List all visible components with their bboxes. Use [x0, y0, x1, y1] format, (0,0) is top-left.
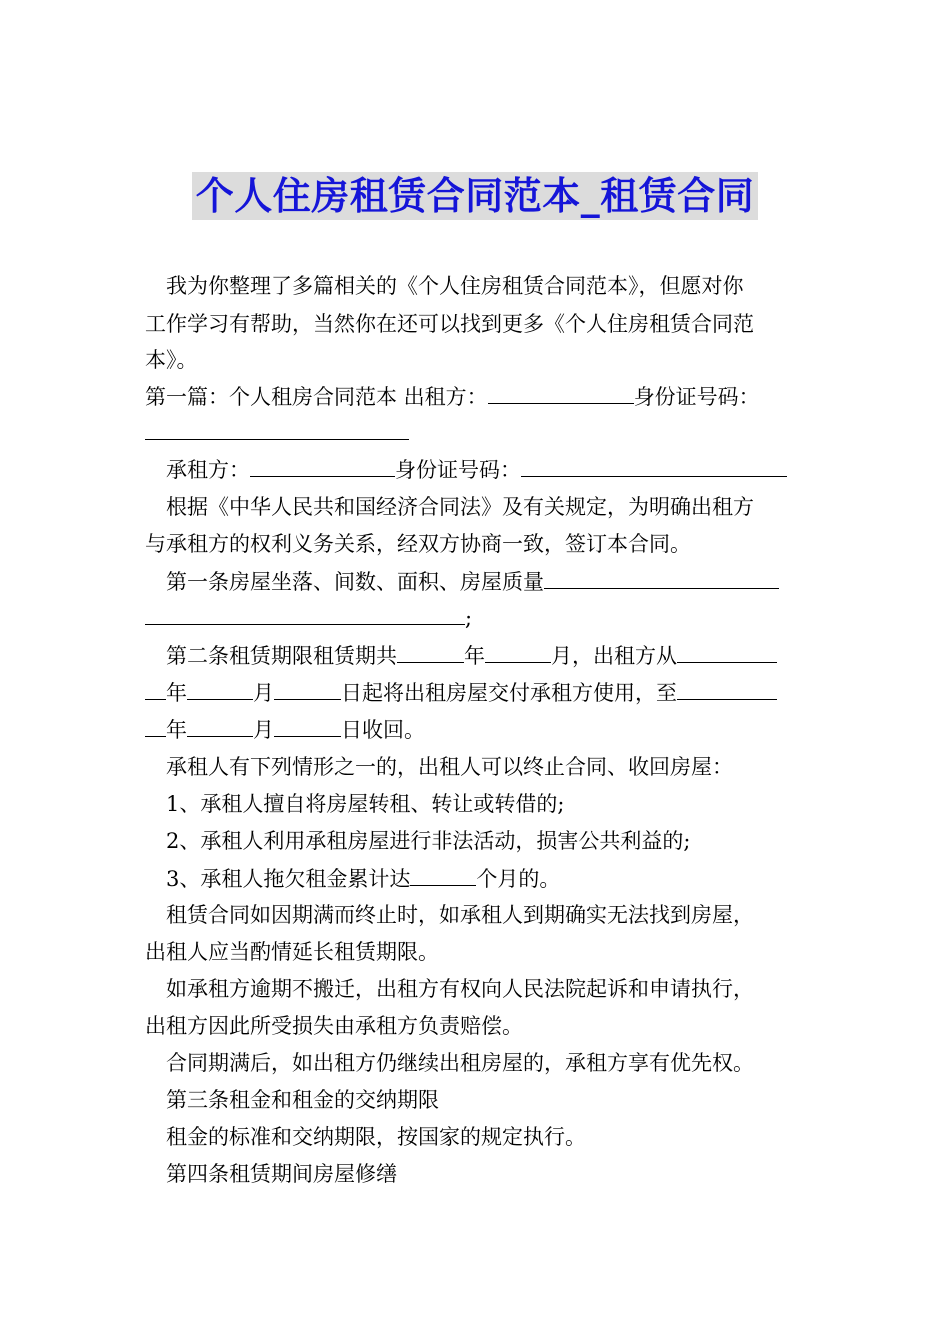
article-2-line-1: 第二条租赁期限租赁期共 年 月，出租方从: [166, 640, 777, 671]
lessee-label: 承租方：: [166, 458, 250, 482]
article-2-line-2: 年 月 日起将出租房屋交付承租方使用，至: [145, 677, 777, 708]
termination-item-1: 1、承租人擅自将房屋转租、转让或转借的;: [166, 792, 565, 816]
intro-line-3: 本》。: [145, 348, 198, 372]
expire-line-2: 出租人应当酌情延长租赁期限。: [145, 940, 439, 964]
lease-years-blank: [397, 640, 464, 663]
overdue-line-1: 如承租方逾期不搬迁，出租方有权向人民法院起诉和申请执行，: [166, 977, 754, 1001]
arrears-months-blank: [410, 863, 476, 886]
article-2-line-3: 年 月 日收回。: [145, 714, 425, 745]
termination-item-3: 3、承租人拖欠租金累计达 个月的。: [166, 863, 560, 894]
termination-item-2: 2、承租人利用承租房屋进行非法活动，损害公共利益的;: [166, 829, 691, 853]
lessee-name-blank: [250, 454, 395, 477]
lessee-id-blank: [521, 454, 787, 477]
rent-clause: 租金的标准和交纳期限，按国家的规定执行。: [166, 1125, 586, 1149]
lease-months-blank: [485, 640, 551, 663]
expire-line-1: 租赁合同如因期满而终止时，如承租人到期确实无法找到房屋，: [166, 903, 754, 927]
lessor-id-blank: [145, 417, 409, 440]
article-1-label: 第一条房屋坐落、间数、面积、房屋质量: [166, 570, 544, 594]
lessee-line: [166, 454, 787, 485]
intro-line-2: 工作学习有帮助，当然你在还可以找到更多《个人住房租赁合同范: [145, 312, 754, 336]
intro-line-1: 我为你整理了多篇相关的《个人住房租赁合同范本》，但愿对你: [166, 274, 744, 298]
document-title: 个人住房租赁合同范本_租赁合同: [192, 172, 759, 220]
overdue-line-2: 出租方因此所受损失由承租方负责赔偿。: [145, 1014, 523, 1038]
priority-clause: 合同期满后，如出租方仍继续出租房屋的，承租方享有优先权。: [166, 1051, 754, 1075]
basis-line-1: 根据《中华人民共和国经济合同法》及有关规定，为明确出租方: [166, 495, 754, 519]
lessor-name-blank: [488, 381, 634, 404]
article-3-heading: 第三条租金和租金的交纳期限: [166, 1088, 439, 1112]
lessee-id-label: 身份证号码：: [395, 458, 521, 482]
property-blank-1: [544, 566, 779, 589]
lessor-id-label: 身份证号码：: [633, 385, 760, 409]
lessor-label: 第一篇：个人租房合同范本 出租方：: [145, 385, 488, 409]
article-1-line: [166, 566, 779, 597]
first-chapter-line: [145, 381, 760, 412]
termination-intro: 承租人有下列情形之一的，出租人可以终止合同、收回房屋：: [166, 755, 733, 779]
article-4-heading: 第四条租赁期间房屋修缮: [166, 1162, 397, 1186]
document-page: 个人住房租赁合同范本_租赁合同 我为你整理了多篇相关的《个人住房租赁合同范本》，但愿对你 工作学习有帮助，当然你在还可以找到更多《个人住房租赁合同范 本》。 第一篇：个人租房合同范本 出租方： 身份证号码： 承租方： 身份证号码： 根据《中华人民共和国经济合同法》及有关规定，为明确出租方 与承租方的权利义务关系，经双方协商一致，签订本合同。 第一条房屋坐落、间数、面积、房屋质量 ; 第二条租赁期限租赁期共 年 月，出租方从 年 月 日起将出租房屋交付承租方使用，至 年 月 日收回。 承租人有下列情形之一的，出租人可以终止合同、收回房屋： 1、承租人擅自将房屋转租、转让或转借的; 2、承租人利用承租房屋进行非法活动，损害公共利益的; 3、承租人拖欠租金累计达 个月的。 租赁合同如因期满而终止时，如承租人到期确实无法找到房屋， 出租人应当酌情延长租赁期限。 如承租方逾期不搬迁，出租方有权向人民法院起诉和申请执行， 出租方因此所受损失由承租方负责赔偿。 合同期满后，如出租方仍继续出租房屋的，承租方享有优先权。 第三条租金和租金的交纳期限 租金的标准和交纳期限，按国家的规定执行。 第四条租赁期间房屋修缮: [0, 0, 950, 1344]
property-blank-2: [145, 602, 465, 625]
basis-line-2: 与承租方的权利义务关系，经双方协商一致，签订本合同。: [145, 532, 691, 556]
